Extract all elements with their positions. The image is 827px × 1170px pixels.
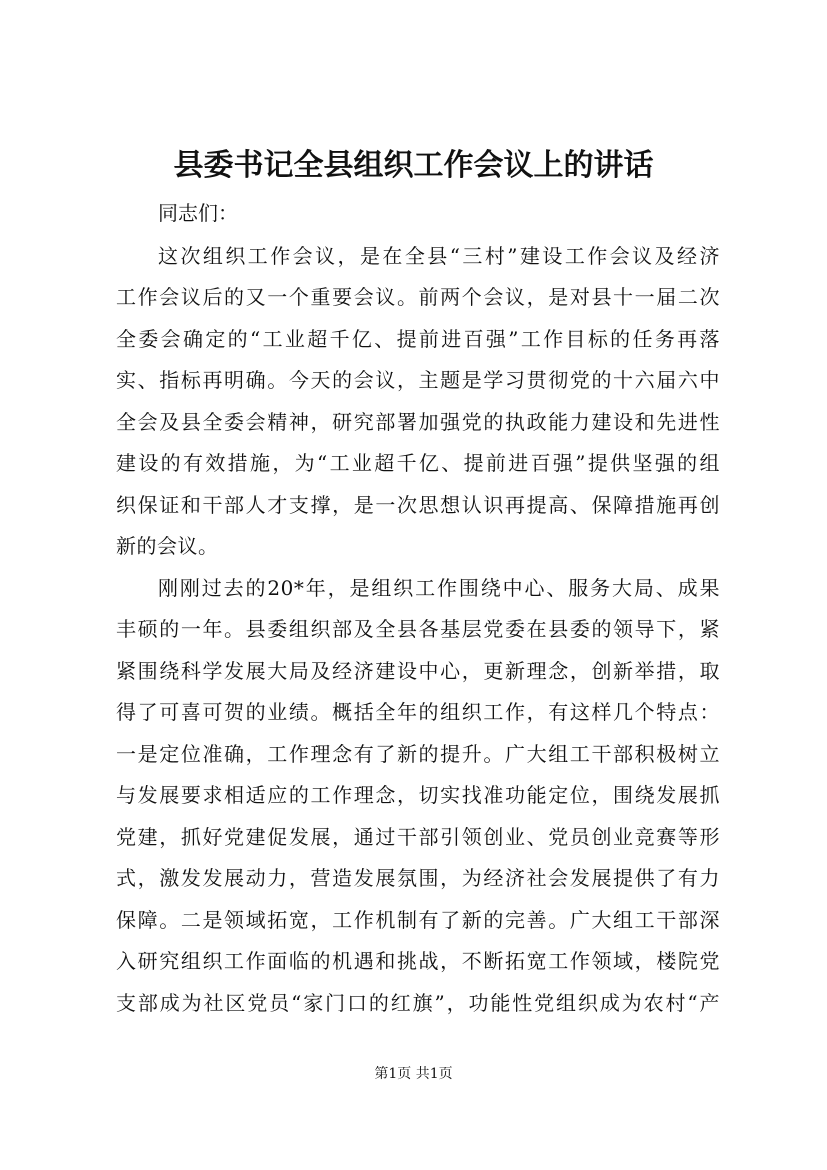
paragraph-line: 一是定位准确，工作理念有了新的提升。广大组工干部积极树立: [116, 742, 720, 766]
paragraph-line: 刚刚过去的20*年，是组织工作围绕中心、服务大局、成果: [158, 576, 720, 600]
paragraph-line: 式，激发发展动力，营造发展氛围，为经济社会发展提供了有力: [116, 866, 720, 890]
paragraph-line: 党建，抓好党建促发展，通过干部引领创业、党员创业竞赛等形: [116, 825, 720, 849]
paragraph-line: 这次组织工作会议，是在全县“三村”建设工作会议及经济: [158, 244, 720, 268]
page-footer: 第1页 共1页: [374, 1066, 453, 1082]
paragraph-line: 全委会确定的“工业超千亿、提前进百强”工作目标的任务再落: [116, 327, 720, 351]
paragraph-line: 保障。二是领域拓宽，工作机制有了新的完善。广大组工干部深: [116, 908, 720, 932]
paragraph-line: 工作会议后的又一个重要会议。前两个会议，是对县十一届二次: [116, 285, 720, 309]
paragraph-line: 建设的有效措施，为“工业超千亿、提前进百强”提供坚强的组: [116, 451, 720, 475]
paragraph-line: 织保证和干部人才支撑，是一次思想认识再提高、保障措施再创: [116, 493, 720, 517]
paragraph-line: 入研究组织工作面临的机遇和挑战，不断拓宽工作领域，楼院党: [116, 949, 720, 973]
paragraph-line: 得了可喜可贺的业绩。概括全年的组织工作，有这样几个特点：: [116, 700, 720, 724]
paragraph-line: 实、指标再明确。今天的会议，主题是学习贯彻党的十六届六中: [116, 368, 720, 392]
paragraph-line: 紧围绕科学发展大局及经济建设中心，更新理念，创新举措，取: [116, 659, 720, 683]
paragraph-line: 与发展要求相适应的工作理念，切实找准功能定位，围绕发展抓: [116, 783, 720, 807]
page-title: 县委书记全县组织工作会议上的讲话: [173, 148, 654, 183]
paragraph-line: 全会及县全委会精神，研究部署加强党的执政能力建设和先进性: [116, 410, 720, 434]
greeting: 同志们：: [158, 201, 238, 225]
paragraph-line: 丰硕的一年。县委组织部及全县各基层党委在县委的领导下，紧: [116, 617, 720, 641]
paragraph-line: 新的会议。: [116, 534, 219, 558]
paragraph-line: 支部成为社区党员“家门口的红旗”，功能性党组织成为农村“产: [116, 991, 720, 1015]
